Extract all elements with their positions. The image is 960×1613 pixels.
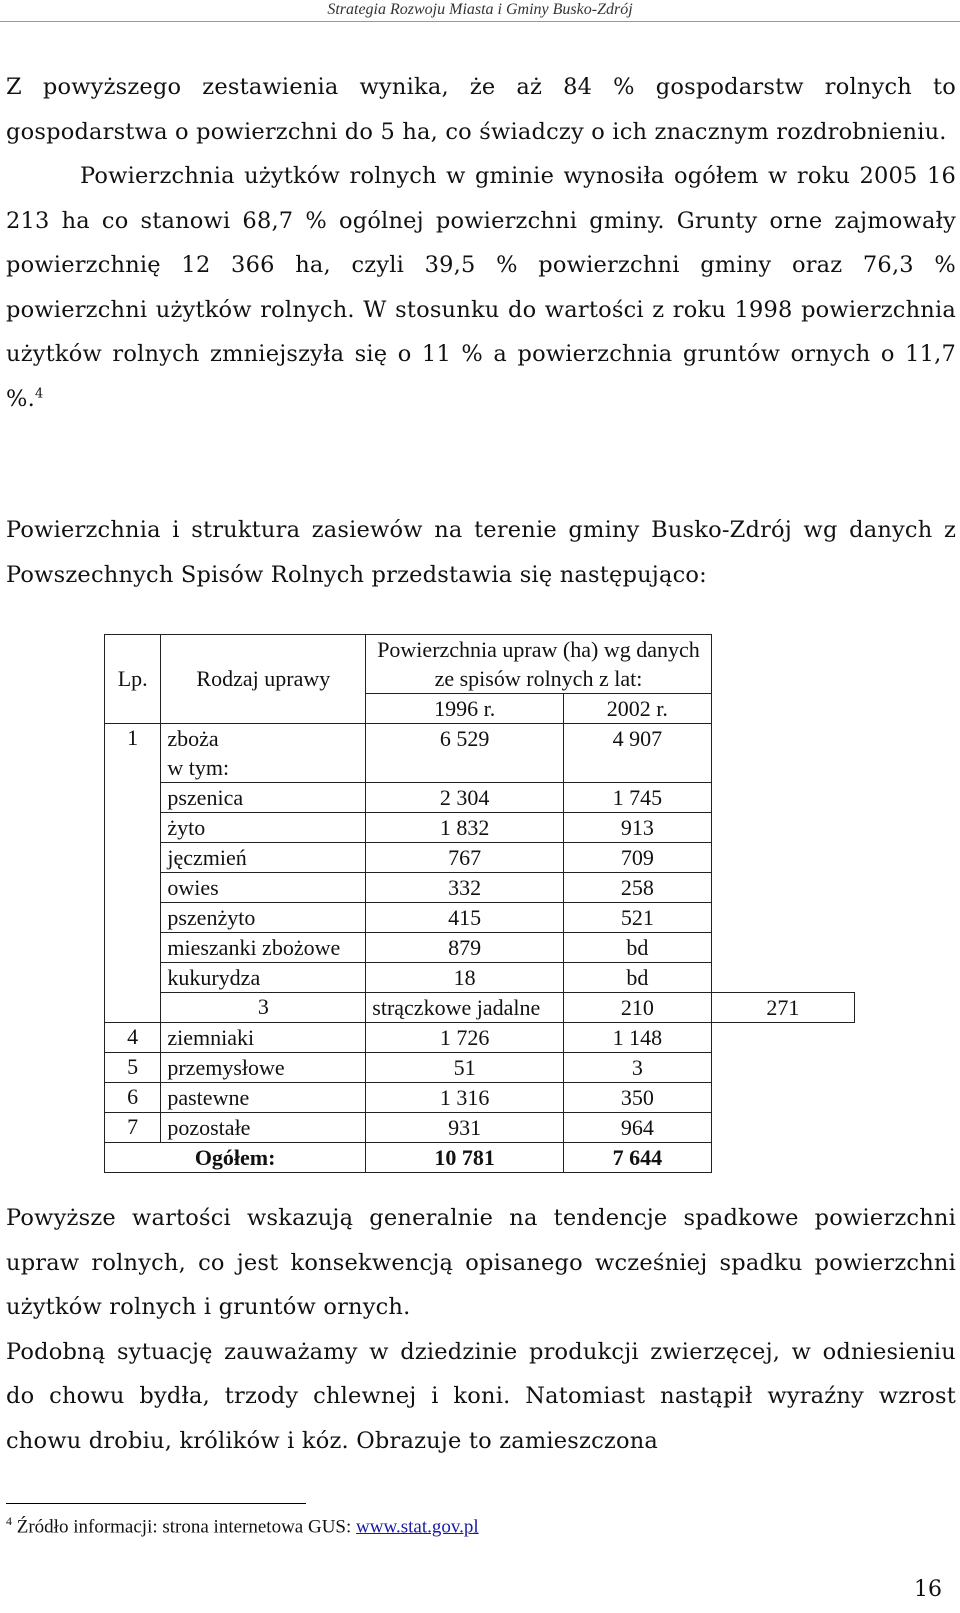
cell-crop: jęczmień: [161, 843, 366, 873]
cell-crop: ziemniaki: [161, 1023, 366, 1053]
cell-1996: 6 529: [366, 724, 564, 783]
footnote: [6, 1514, 479, 1538]
text-block-bottom: [6, 1196, 956, 1463]
paragraph-1: Z powyższego zestawienia wynika, że aż 84 % gospodarstw rolnych to gospodarstwa o powierzchni do 5 ha, co świadczy o ich znacznym rozdrobnieniu.: [6, 74, 956, 145]
cell-crop: pozostałe: [161, 1113, 366, 1143]
cell-1996: 879: [366, 933, 564, 963]
header-divider: [0, 21, 960, 22]
cell-2002: 258: [564, 873, 712, 903]
table-total-row: [105, 1143, 855, 1173]
cell-1996: 767: [366, 843, 564, 873]
cell-crop: strączkowe jadalne: [366, 993, 564, 1023]
cell-2002: 709: [564, 843, 712, 873]
cell-crop: owies: [161, 873, 366, 903]
cell-lp: 3: [161, 993, 366, 1023]
footnote-ref[interactable]: 4: [34, 386, 44, 401]
text-block-top: [6, 65, 956, 421]
cell-crop: pastewne: [161, 1083, 366, 1113]
table-row: [105, 843, 855, 873]
cell-crop: pszenica: [161, 783, 366, 813]
cell-2002: 913: [564, 813, 712, 843]
cell-crop: kukurydza: [161, 963, 366, 993]
cell-2002: bd: [564, 933, 712, 963]
cell-crop: pszenżyto: [161, 903, 366, 933]
cell-1996: 1 316: [366, 1083, 564, 1113]
paragraph-5: Podobną sytuację zauważamy w dziedzinie produkcji zwierzęcej, w odniesieniu do chowu bydła, trzody chlewnej i koni. Natomiast nastąpił wyraźny wzrost chowu drobiu, królików i kóz. Obrazuje to zamieszczona: [6, 1338, 956, 1454]
paragraph-4: Powyższe wartości wskazują generalnie na tendencje spadkowe powierzchni upraw rolnych, co jest konsekwencją opisanego wcześniej spadku powierzchni użytków rolnych i gruntów ornych.: [6, 1205, 956, 1320]
table-row: [105, 903, 855, 933]
cell-crop: żyto: [161, 813, 366, 843]
paragraph-2: [6, 154, 956, 421]
table-row: [105, 783, 855, 813]
cell-lp: 6: [105, 1083, 161, 1113]
page-number: 16: [914, 1577, 942, 1602]
cell-2002: 1 148: [564, 1023, 712, 1053]
text-block-table-intro: [6, 508, 956, 597]
table-row: [105, 873, 855, 903]
cell-1996: 51: [366, 1053, 564, 1083]
header-area-group: Powierzchnia upraw (ha) wg danych ze spisów rolnych z lat:: [366, 635, 711, 694]
cell-1996: 931: [366, 1113, 564, 1143]
cell-2002: 350: [564, 1083, 712, 1113]
cell-2002: 3: [564, 1053, 712, 1083]
total-2002: 7 644: [564, 1143, 712, 1173]
table-row: [105, 813, 855, 843]
crop-sub-label: w tym:: [167, 755, 230, 780]
cell-crop: [161, 724, 366, 783]
footnote-link[interactable]: www.stat.gov.pl: [356, 1516, 479, 1538]
cell-lp: 4: [105, 1023, 161, 1053]
table-row: [105, 933, 855, 963]
paragraph-3: Powierzchnia i struktura zasiewów na terenie gminy Busko-Zdrój wg danych z Powszechnych Spisów Rolnych przedstawia się następująco:: [6, 517, 956, 588]
cell-1996: 1 726: [366, 1023, 564, 1053]
header-lp: Lp.: [105, 635, 161, 724]
table-row: [105, 963, 855, 993]
table-header-row: [105, 635, 855, 694]
cell-1996: 18: [366, 963, 564, 993]
table-row: [105, 1053, 855, 1083]
cell-2002: 521: [564, 903, 712, 933]
crop-area-table: [104, 634, 855, 1173]
cell-2002: 964: [564, 1113, 712, 1143]
cell-lp: 7: [105, 1113, 161, 1143]
table-row: [105, 724, 855, 783]
total-1996: 10 781: [366, 1143, 564, 1173]
table-row: [105, 1023, 855, 1053]
paragraph-2-text: Powierzchnia użytków rolnych w gminie wynosiła ogółem w roku 2005 16 213 ha co stanowi 68,7 % ogólnej powierzchni gminy. Grunty orne zajmowały powierzchnię 12 366 ha, czyli 39,5 % powierzchni gminy oraz 76,3 % powierzchni użytków rolnych. W stosunku do wartości z roku 1998 powierzchnia użytków rolnych zmniejszyła się o 11 % a powierzchnia gruntów ornych o 11,7 %.: [6, 163, 956, 412]
cell-lp: 1: [105, 724, 161, 1023]
footnote-number: 4: [6, 1514, 12, 1528]
table-row: [105, 1113, 855, 1143]
table-row: [105, 1083, 855, 1113]
footnote-divider: [6, 1503, 306, 1504]
cell-crop: mieszanki zbożowe: [161, 933, 366, 963]
cell-1996: 332: [366, 873, 564, 903]
cell-2002: 4 907: [564, 724, 712, 783]
cell-lp: 5: [105, 1053, 161, 1083]
total-label: Ogółem:: [105, 1143, 366, 1173]
cell-2002: 1 745: [564, 783, 712, 813]
cell-1996: 415: [366, 903, 564, 933]
footnote-text: Źródło informacji: strona internetowa GUS:: [16, 1516, 357, 1538]
header-year-1996: 1996 r.: [366, 694, 564, 724]
header-year-2002: 2002 r.: [564, 694, 712, 724]
table-row: [105, 993, 855, 1023]
running-title: Strategia Rozwoju Miasta i Gminy Busko-Zdrój: [327, 1, 633, 18]
cell-1996: 2 304: [366, 783, 564, 813]
cell-1996: 1 832: [366, 813, 564, 843]
cell-2002: 271: [711, 993, 854, 1023]
cell-2002: bd: [564, 963, 712, 993]
header-crop-type: Rodzaj uprawy: [161, 635, 366, 724]
cell-crop: przemysłowe: [161, 1053, 366, 1083]
crop-name: zboża: [167, 726, 219, 751]
cell-1996: 210: [564, 993, 712, 1023]
